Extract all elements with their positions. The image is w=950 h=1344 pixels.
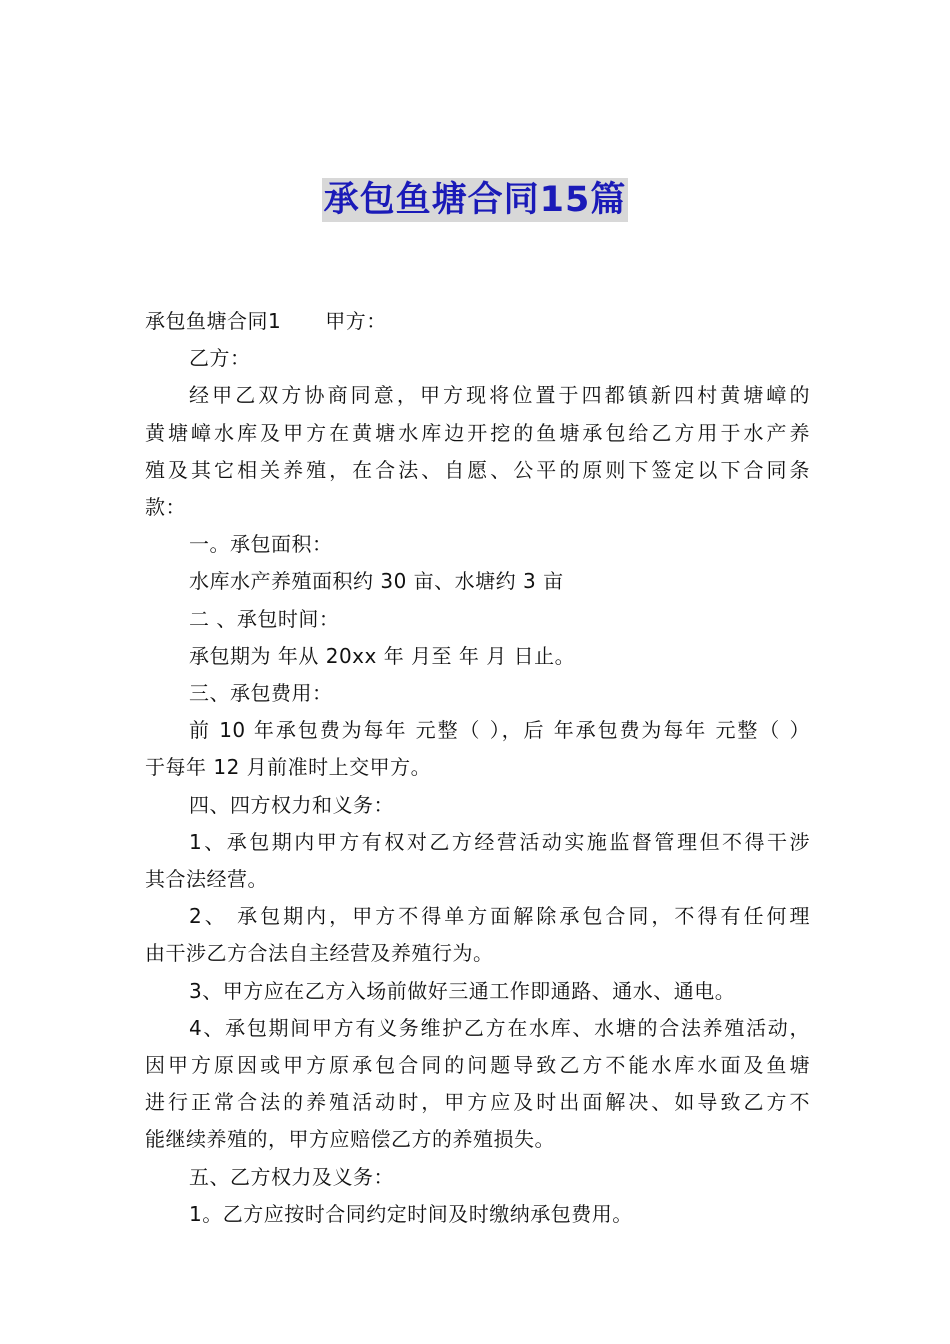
paragraph-line: 4、承包期间甲方有义务维护乙方在水库、水塘的合法养殖活动， (189, 1015, 810, 1040)
clause-heading: 一。承包面积： (189, 532, 333, 557)
paragraph-line: 款： (145, 495, 186, 520)
paragraph-line: 由干涉乙方合法自主经营及养殖行为。 (145, 941, 494, 966)
paragraph-line: 经甲乙双方协商同意，甲方现将位置于四都镇新四村黄塘嶂的 (189, 383, 810, 408)
paragraph-line: 1、承包期内甲方有权对乙方经营活动实施监督管理但不得干涉 (189, 829, 810, 854)
paragraph-line: 承包期为 年从 20xx 年 月至 年 月 日止。 (189, 643, 576, 668)
paragraph-line: 1。乙方应按时合同约定时间及时缴纳承包费用。 (189, 1201, 633, 1226)
paragraph-line: 前 10 年承包费为每年 元整（ ），后 年承包费为每年 元整（ ） (189, 718, 810, 743)
paragraph-line: 水库水产养殖面积约 30 亩、水塘约 3 亩 (189, 569, 564, 594)
paragraph-line: 于每年 12 月前准时上交甲方。 (145, 755, 432, 780)
paragraph-line: 其合法经营。 (145, 867, 268, 892)
clause-heading: 五、乙方权力及义务： (189, 1164, 394, 1189)
clause-heading: 三、承包费用： (189, 681, 333, 706)
text-line (145, 303, 810, 340)
section-heading: 承包鱼塘合同1 (145, 309, 282, 333)
paragraph-line: 能继续养殖的，甲方应赔偿乙方的养殖损失。 (145, 1127, 555, 1152)
paragraph-line: 黄塘嶂水库及甲方在黄塘水库边开挖的鱼塘承包给乙方用于水产养 (145, 420, 810, 445)
paragraph-line: 殖及其它相关养殖，在合法、自愿、公平的原则下签定以下合同条 (145, 457, 810, 482)
paragraph-line: 因甲方原因或甲方原承包合同的问题导致乙方不能水库水面及鱼塘 (145, 1053, 810, 1078)
clause-heading: 四、四方权力和义务： (189, 792, 394, 817)
paragraph-line: 3、甲方应在乙方入场前做好三通工作即通路、通水、通电。 (189, 978, 736, 1003)
document-title: 承包鱼塘合同15篇 (323, 180, 627, 220)
document-body (145, 303, 810, 1233)
paragraph-line: 2、 承包期内，甲方不得单方面解除承包合同，不得有任何理 (189, 904, 810, 929)
clause-heading: 二 、承包时间： (189, 606, 340, 631)
paragraph-line: 进行正常合法的养殖活动时，甲方应及时出面解决、如导致乙方不 (145, 1090, 810, 1115)
title-container (0, 178, 950, 222)
party-a-label: 甲方： (325, 309, 387, 333)
party-b-label: 乙方： (189, 346, 251, 371)
